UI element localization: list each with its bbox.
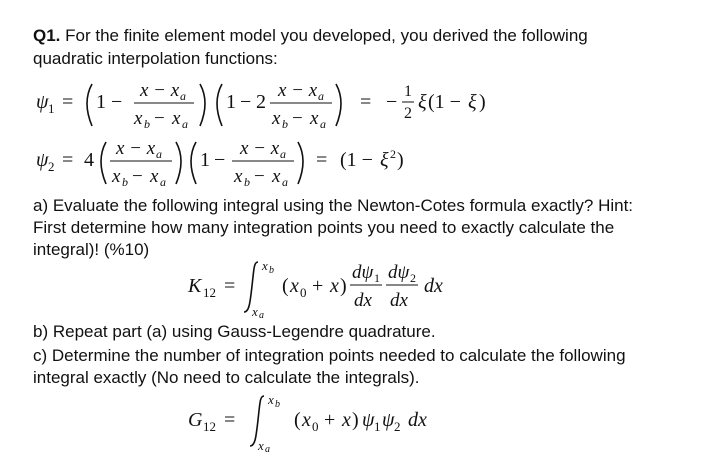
svg-text:dψ: dψ: [388, 262, 410, 283]
svg-text:2: 2: [410, 271, 416, 285]
svg-text:(1 −: (1 −: [428, 91, 461, 113]
svg-text:ξ: ξ: [418, 91, 427, 113]
svg-text:a: a: [182, 117, 188, 131]
k12-formula-render: [182, 254, 522, 318]
svg-text:x: x: [234, 166, 243, 187]
svg-text:4: 4: [84, 149, 94, 171]
svg-text:): ): [352, 409, 359, 431]
svg-text:2: 2: [394, 419, 401, 434]
svg-text:x: x: [252, 304, 258, 318]
svg-text:b: b: [269, 265, 274, 276]
question-intro-text: For the finite element model you developed, you derived the following: [65, 26, 588, 45]
psi1-equation: [30, 70, 610, 140]
svg-text:x: x: [310, 108, 319, 129]
svg-text:ξ: ξ: [380, 149, 389, 171]
svg-text:x: x: [150, 166, 159, 187]
svg-text:dx: dx: [354, 290, 372, 311]
svg-text:−: −: [386, 91, 398, 113]
part-a-line-2: First determine how many integration points you need to exactly calculate the: [33, 218, 615, 237]
svg-text:a: a: [320, 117, 326, 131]
svg-text:ψ: ψ: [362, 409, 375, 431]
svg-text:−: −: [111, 91, 123, 113]
svg-text:x: x: [272, 166, 281, 187]
svg-text:dx: dx: [424, 275, 443, 297]
svg-text:(: (: [282, 275, 289, 297]
svg-text:ψ: ψ: [36, 149, 49, 171]
svg-text:−: −: [254, 166, 265, 187]
k12-equation: [182, 254, 522, 324]
svg-text:0: 0: [312, 419, 319, 434]
svg-text:(: (: [294, 409, 301, 431]
svg-text:x: x: [272, 108, 281, 129]
svg-text:ψ: ψ: [382, 409, 395, 431]
svg-text:2: 2: [404, 105, 412, 122]
part-c-line-1: c) Determine the number of integration points needed to calculate the following: [33, 346, 626, 365]
svg-text:b: b: [275, 399, 280, 410]
svg-text:x − x: x − x: [278, 80, 318, 101]
psi2-equation: [30, 132, 610, 202]
svg-text:x: x: [302, 409, 311, 431]
svg-text:=: =: [360, 91, 372, 113]
svg-text:dx: dx: [390, 290, 408, 311]
svg-text:dψ: dψ: [352, 262, 374, 283]
svg-text:x: x: [268, 392, 274, 407]
svg-text:G: G: [188, 409, 203, 431]
svg-text:dx: dx: [408, 409, 427, 431]
svg-text:x − x: x − x: [240, 138, 280, 159]
svg-text:0: 0: [300, 285, 307, 300]
svg-text:b: b: [122, 175, 128, 189]
svg-text:x − x: x − x: [116, 138, 156, 159]
svg-text:a: a: [265, 444, 270, 452]
svg-text:a: a: [180, 89, 186, 103]
svg-text:x: x: [258, 438, 264, 452]
svg-text:b: b: [282, 117, 288, 131]
svg-text:=: =: [224, 409, 236, 431]
svg-text:): ): [479, 91, 486, 113]
svg-text:): ): [397, 149, 404, 171]
svg-text:=: =: [62, 149, 74, 171]
svg-text:a: a: [282, 175, 288, 189]
svg-text:−: −: [214, 149, 226, 171]
svg-text:=: =: [62, 91, 74, 113]
svg-text:a: a: [318, 89, 324, 103]
svg-text:x: x: [172, 108, 181, 129]
svg-text:2: 2: [48, 159, 55, 174]
svg-text:=: =: [224, 275, 236, 297]
svg-text:1: 1: [96, 91, 106, 113]
svg-text:x: x: [112, 166, 121, 187]
svg-text:−: −: [154, 108, 165, 129]
g12-formula-render: [182, 388, 522, 452]
svg-text:+: +: [312, 275, 324, 297]
part-a-line-3: integral)! (%10): [33, 240, 150, 259]
svg-text:−: −: [240, 91, 252, 113]
svg-text:a: a: [156, 147, 162, 161]
psi2-formula-render: [30, 132, 610, 196]
question-intro-line-1: [33, 24, 588, 47]
part-c-line-2: integral exactly (No need to calculate the integrals).: [33, 368, 420, 387]
svg-text:x: x: [342, 409, 351, 431]
svg-text:a: a: [160, 175, 166, 189]
svg-text:b: b: [244, 175, 250, 189]
svg-text:2: 2: [390, 147, 396, 161]
g12-equation: [182, 388, 522, 458]
svg-text:K: K: [188, 275, 202, 297]
svg-text:1: 1: [200, 149, 210, 171]
svg-text:−: −: [132, 166, 143, 187]
svg-text:1: 1: [374, 271, 380, 285]
svg-text:ψ: ψ: [36, 91, 49, 113]
part-a-line-1: a) Evaluate the following integral using the Newton-Cotes formula exactly? Hint:: [33, 196, 634, 215]
svg-text:x: x: [290, 275, 299, 297]
svg-text:1: 1: [226, 91, 236, 113]
svg-text:x: x: [262, 258, 268, 273]
question-intro-line-2: quadratic interpolation functions:: [33, 49, 278, 68]
svg-text:12: 12: [203, 419, 216, 434]
svg-text:1: 1: [48, 101, 55, 116]
svg-text:1: 1: [404, 83, 412, 100]
svg-text:(1 −: (1 −: [340, 149, 373, 171]
svg-text:x: x: [134, 108, 143, 129]
svg-text:): ): [340, 275, 347, 297]
svg-text:ξ: ξ: [468, 91, 477, 113]
svg-text:12: 12: [203, 285, 216, 300]
svg-text:1: 1: [374, 419, 381, 434]
psi1-formula-render: [30, 70, 610, 134]
part-b-line-1: b) Repeat part (a) using Gauss-Legendre quadrature.: [33, 322, 436, 341]
svg-text:x: x: [330, 275, 339, 297]
svg-text:a: a: [259, 310, 264, 318]
svg-text:2: 2: [256, 91, 266, 113]
svg-text:b: b: [144, 117, 150, 131]
svg-text:=: =: [316, 149, 328, 171]
svg-text:−: −: [292, 108, 303, 129]
svg-text:a: a: [280, 147, 286, 161]
svg-text:+: +: [324, 409, 336, 431]
svg-text:x − x: x − x: [140, 80, 180, 101]
question-label: Q1.: [33, 26, 61, 45]
